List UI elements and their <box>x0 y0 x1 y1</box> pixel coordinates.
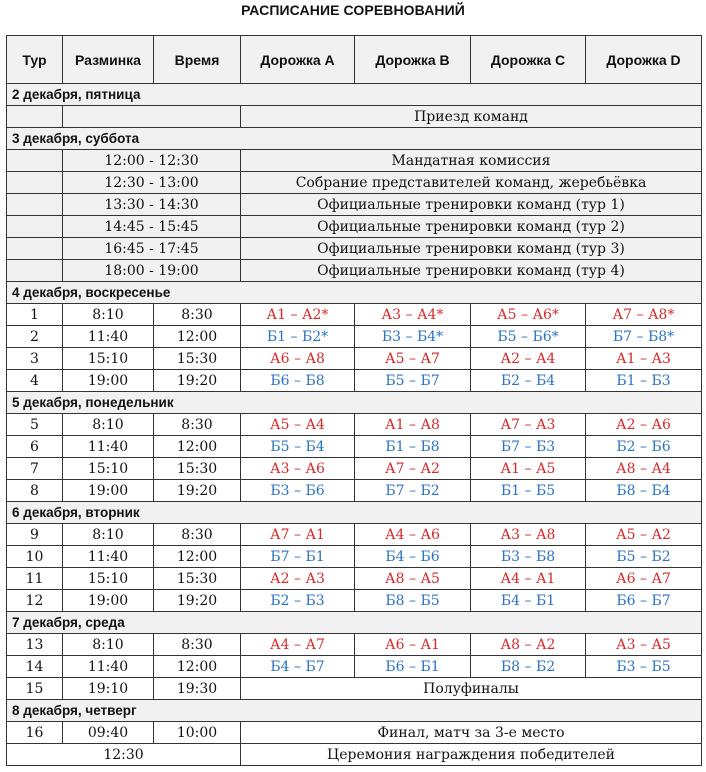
tour-number: 7 <box>7 458 63 480</box>
lane-match: Б5 – Б4 <box>241 436 355 458</box>
start-time: 8:30 <box>154 304 241 326</box>
tour-cell <box>7 194 63 216</box>
day-label: 5 декабря, понедельник <box>7 392 702 414</box>
round-row <box>7 722 702 744</box>
warmup-time: 19:10 <box>63 678 154 700</box>
lane-match: Б4 – Б6 <box>355 546 471 568</box>
day-header-row <box>7 502 702 524</box>
header-time: Время <box>154 36 241 84</box>
tour-number: 15 <box>7 678 63 700</box>
header-lane-a: Дорожка A <box>241 36 355 84</box>
event-time: 18:00 - 19:00 <box>63 260 241 282</box>
tour-number: 5 <box>7 414 63 436</box>
round-row <box>7 370 702 392</box>
closing-text: Церемония награждения победителей <box>241 744 702 766</box>
start-time: 8:30 <box>154 524 241 546</box>
event-time: 12:30 - 13:00 <box>63 172 241 194</box>
event-text: Приезд команд <box>241 106 702 128</box>
tour-number: 3 <box>7 348 63 370</box>
tour-cell <box>7 260 63 282</box>
tour-number: 12 <box>7 590 63 612</box>
lane-match: Б5 – Б6* <box>471 326 586 348</box>
event-row <box>7 150 702 172</box>
event-time: 14:45 - 15:45 <box>63 216 241 238</box>
tour-cell <box>7 150 63 172</box>
day-header-row <box>7 612 702 634</box>
round-row <box>7 546 702 568</box>
tour-number: 16 <box>7 722 63 744</box>
round-row <box>7 304 702 326</box>
closing-row <box>7 744 702 766</box>
lane-match: А4 – А6 <box>355 524 471 546</box>
warmup-time: 11:40 <box>63 546 154 568</box>
schedule-body <box>7 36 702 766</box>
lane-match: А4 – А7 <box>241 634 355 656</box>
warmup-time: 11:40 <box>63 656 154 678</box>
event-time: 13:30 - 14:30 <box>63 194 241 216</box>
lane-match: Б6 – Б1 <box>355 656 471 678</box>
round-row <box>7 678 702 700</box>
day-label: 2 декабря, пятница <box>7 84 702 106</box>
warmup-time: 8:10 <box>63 634 154 656</box>
warmup-time: 19:00 <box>63 590 154 612</box>
lane-match: Б1 – Б3 <box>586 370 702 392</box>
event-text: Собрание представителей команд, жеребьёвка <box>241 172 702 194</box>
lane-match: А2 – А3 <box>241 568 355 590</box>
tour-cell <box>7 106 63 128</box>
lane-match: А1 – А5 <box>471 458 586 480</box>
start-time: 15:30 <box>154 348 241 370</box>
event-row <box>7 106 702 128</box>
lane-match: А5 – А7 <box>355 348 471 370</box>
start-time: 15:30 <box>154 458 241 480</box>
round-row <box>7 590 702 612</box>
event-text: Мандатная комиссия <box>241 150 702 172</box>
day-header-row <box>7 128 702 150</box>
event-row <box>7 194 702 216</box>
lane-match: Б8 – Б2 <box>471 656 586 678</box>
lane-match: А2 – А6 <box>586 414 702 436</box>
lane-match: Б3 – Б8 <box>471 546 586 568</box>
round-row <box>7 348 702 370</box>
event-text: Официальные тренировки команд (тур 2) <box>241 216 702 238</box>
lane-match: Б7 – Б8* <box>586 326 702 348</box>
lane-match: А3 – А5 <box>586 634 702 656</box>
start-time: 12:00 <box>154 326 241 348</box>
header-lane-c: Дорожка C <box>471 36 586 84</box>
lane-match: Б4 – Б1 <box>471 590 586 612</box>
lane-match: А5 – А6* <box>471 304 586 326</box>
day-header-row <box>7 84 702 106</box>
lane-match: А3 – А6 <box>241 458 355 480</box>
lane-match: А4 – А1 <box>471 568 586 590</box>
start-time: 10:00 <box>154 722 241 744</box>
warmup-time: 09:40 <box>63 722 154 744</box>
lane-match: А3 – А4* <box>355 304 471 326</box>
event-text: Официальные тренировки команд (тур 1) <box>241 194 702 216</box>
warmup-time: 11:40 <box>63 326 154 348</box>
event-row <box>7 216 702 238</box>
lane-match: А2 – А4 <box>471 348 586 370</box>
page-title: РАСПИСАНИЕ СОРЕВНОВАНИЙ <box>241 2 465 18</box>
lane-match: Б7 – Б1 <box>241 546 355 568</box>
start-time: 19:20 <box>154 370 241 392</box>
lane-match: Б6 – Б7 <box>586 590 702 612</box>
day-label: 4 декабря, воскресенье <box>7 282 702 304</box>
warmup-time: 15:10 <box>63 348 154 370</box>
round-event: Финал, матч за 3-е место <box>241 722 702 744</box>
start-time: 19:20 <box>154 480 241 502</box>
warmup-time: 15:10 <box>63 458 154 480</box>
warmup-time: 11:40 <box>63 436 154 458</box>
event-time: 12:00 - 12:30 <box>63 150 241 172</box>
tour-number: 10 <box>7 546 63 568</box>
event-row <box>7 260 702 282</box>
lane-match: А1 – А3 <box>586 348 702 370</box>
event-text: Официальные тренировки команд (тур 3) <box>241 238 702 260</box>
lane-match: Б2 – Б4 <box>471 370 586 392</box>
start-time: 8:30 <box>154 414 241 436</box>
header-warmup: Разминка <box>63 36 154 84</box>
closing-time: 12:30 <box>7 744 241 766</box>
round-row <box>7 436 702 458</box>
start-time: 12:00 <box>154 436 241 458</box>
lane-match: Б3 – Б6 <box>241 480 355 502</box>
day-header-row <box>7 392 702 414</box>
tour-number: 1 <box>7 304 63 326</box>
lane-match: Б3 – Б5 <box>586 656 702 678</box>
lane-match: А6 – А8 <box>241 348 355 370</box>
round-row <box>7 458 702 480</box>
day-label: 6 декабря, вторник <box>7 502 702 524</box>
tour-number: 6 <box>7 436 63 458</box>
tour-cell <box>7 216 63 238</box>
round-row <box>7 480 702 502</box>
lane-match: Б1 – Б5 <box>471 480 586 502</box>
day-label: 3 декабря, суббота <box>7 128 702 150</box>
lane-match: Б7 – Б2 <box>355 480 471 502</box>
event-row <box>7 238 702 260</box>
tour-number: 14 <box>7 656 63 678</box>
lane-match: А8 – А2 <box>471 634 586 656</box>
event-time <box>63 106 241 128</box>
round-row <box>7 634 702 656</box>
lane-match: А7 – А3 <box>471 414 586 436</box>
header-row <box>7 36 702 84</box>
start-time: 15:30 <box>154 568 241 590</box>
round-row <box>7 656 702 678</box>
lane-match: А3 – А8 <box>471 524 586 546</box>
lane-match: Б2 – Б6 <box>586 436 702 458</box>
header-tour: Тур <box>7 36 63 84</box>
warmup-time: 8:10 <box>63 414 154 436</box>
lane-match: А5 – А2 <box>586 524 702 546</box>
start-time: 19:20 <box>154 590 241 612</box>
start-time: 12:00 <box>154 656 241 678</box>
warmup-time: 15:10 <box>63 568 154 590</box>
round-row <box>7 568 702 590</box>
day-header-row <box>7 282 702 304</box>
lane-match: А5 – А4 <box>241 414 355 436</box>
lane-match: Б2 – Б3 <box>241 590 355 612</box>
event-time: 16:45 - 17:45 <box>63 238 241 260</box>
lane-match: А8 – А5 <box>355 568 471 590</box>
warmup-time: 8:10 <box>63 304 154 326</box>
lane-match: Б3 – Б4* <box>355 326 471 348</box>
lane-match: А8 – А4 <box>586 458 702 480</box>
day-label: 7 декабря, среда <box>7 612 702 634</box>
event-row <box>7 172 702 194</box>
lane-match: А1 – А2* <box>241 304 355 326</box>
round-row <box>7 414 702 436</box>
tour-number: 9 <box>7 524 63 546</box>
tour-number: 8 <box>7 480 63 502</box>
start-time: 12:00 <box>154 546 241 568</box>
warmup-time: 8:10 <box>63 524 154 546</box>
round-event: Полуфиналы <box>241 678 702 700</box>
tour-cell <box>7 172 63 194</box>
lane-match: Б8 – Б4 <box>586 480 702 502</box>
tour-number: 11 <box>7 568 63 590</box>
lane-match: Б5 – Б2 <box>586 546 702 568</box>
lane-match: Б1 – Б8 <box>355 436 471 458</box>
lane-match: А6 – А7 <box>586 568 702 590</box>
warmup-time: 19:00 <box>63 370 154 392</box>
lane-match: Б8 – Б5 <box>355 590 471 612</box>
warmup-time: 19:00 <box>63 480 154 502</box>
schedule-table <box>6 35 702 766</box>
lane-match: А7 – А2 <box>355 458 471 480</box>
day-label: 8 декабря, четверг <box>7 700 702 722</box>
lane-match: Б5 – Б7 <box>355 370 471 392</box>
header-lane-b: Дорожка B <box>355 36 471 84</box>
lane-match: Б6 – Б8 <box>241 370 355 392</box>
lane-match: А1 – А8 <box>355 414 471 436</box>
lane-match: А7 – А1 <box>241 524 355 546</box>
start-time: 8:30 <box>154 634 241 656</box>
tour-cell <box>7 238 63 260</box>
tour-number: 4 <box>7 370 63 392</box>
tour-number: 2 <box>7 326 63 348</box>
day-header-row <box>7 700 702 722</box>
lane-match: Б1 – Б2* <box>241 326 355 348</box>
lane-match: А6 – А1 <box>355 634 471 656</box>
event-text: Официальные тренировки команд (тур 4) <box>241 260 702 282</box>
start-time: 19:30 <box>154 678 241 700</box>
lane-match: Б4 – Б7 <box>241 656 355 678</box>
lane-match: А7 – А8* <box>586 304 702 326</box>
header-lane-d: Дорожка D <box>586 36 702 84</box>
lane-match: Б7 – Б3 <box>471 436 586 458</box>
round-row <box>7 524 702 546</box>
round-row <box>7 326 702 348</box>
tour-number: 13 <box>7 634 63 656</box>
